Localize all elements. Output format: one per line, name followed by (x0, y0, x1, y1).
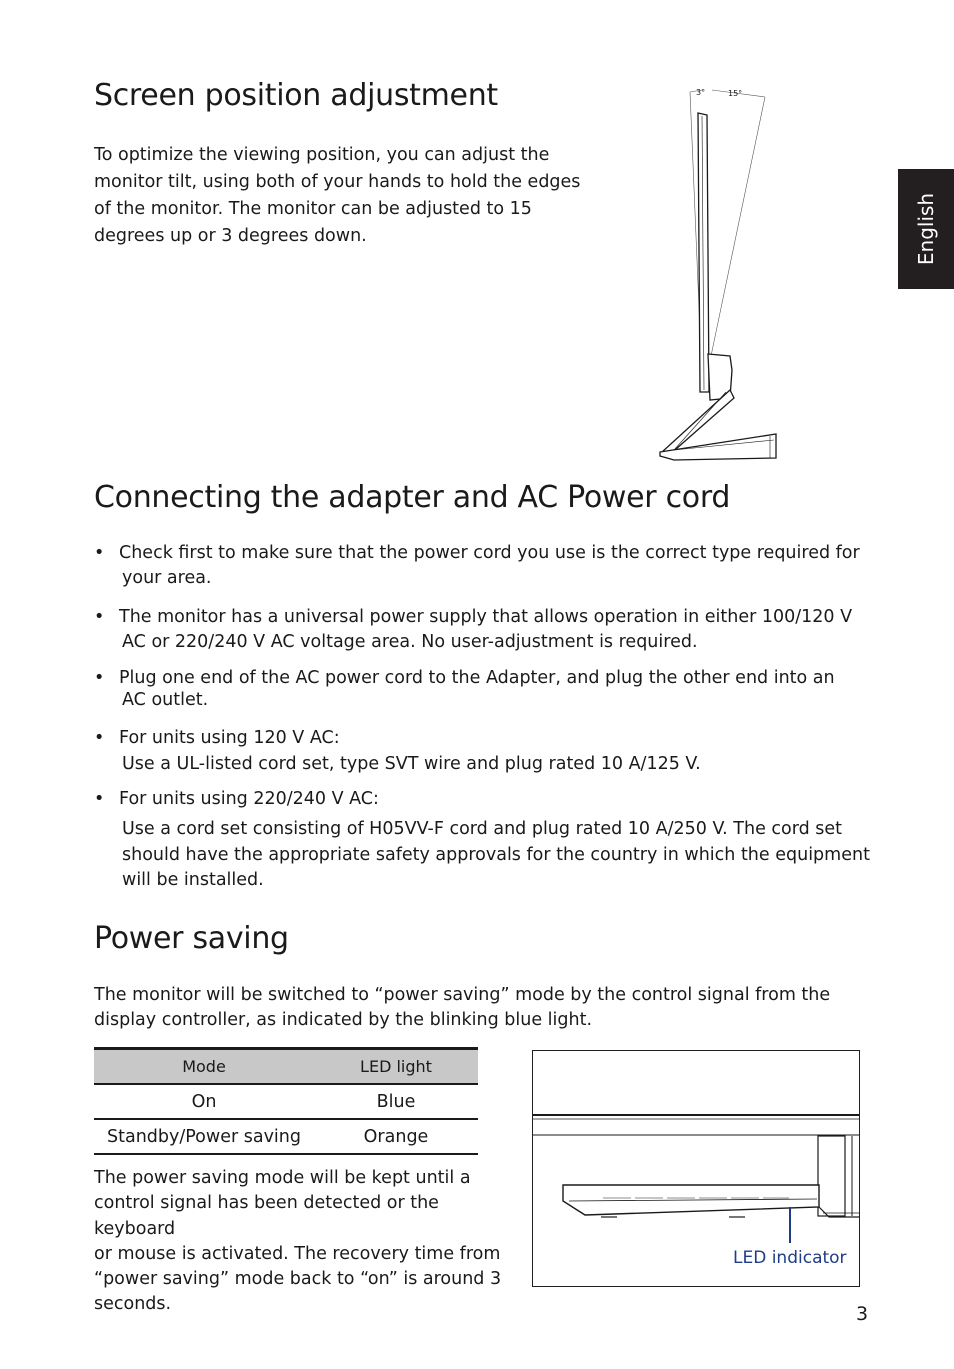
section-title-power-saving: Power saving (94, 921, 289, 956)
bullet-item: • Check first to make sure that the power cord you use is the correct type required for your area. (94, 543, 860, 588)
bullet-dot: • (94, 728, 105, 748)
table-cell-mode: On (94, 1084, 314, 1119)
led-indicator-label: LED indicator (733, 1248, 847, 1268)
bullet-item: • For units using 120 V AC: Use a UL-listed cord set, type SVT wire and plug rated 10 A/125 V. (94, 725, 864, 777)
table-header-led: LED light (314, 1049, 478, 1085)
bullet-dot: • (94, 789, 105, 809)
bullet-item: • Plug one end of the AC power cord to the Adapter, and plug the other end into an AC outlet. (94, 668, 835, 710)
paragraph-line: monitor tilt, using both of your hands to hold the edges (94, 172, 581, 192)
tilt-up-guide-line (706, 97, 765, 380)
table-cell-led: Blue (314, 1084, 478, 1119)
power-mode-table (94, 1047, 478, 1155)
cord-set-detail: Use a cord set consisting of H05VV-F cord and plug rated 10 A/250 V. The cord set should have the appropriate safety approvals for the country in which the equipment will be installed. (122, 819, 870, 890)
table-row (94, 1119, 478, 1154)
section-title-adapter: Connecting the adapter and AC Power cord (94, 480, 731, 515)
table-header-row (94, 1049, 478, 1085)
page-number: 3 (856, 1303, 869, 1325)
angle-down-label: 3° (696, 88, 706, 97)
language-tab (898, 169, 954, 289)
paragraph-line: of the monitor. The monitor can be adjusted to 15 (94, 199, 532, 219)
stand-column (818, 1136, 845, 1216)
table-row (94, 1084, 478, 1119)
bullet-dot: • (94, 543, 105, 563)
bullet-dot: • (94, 668, 105, 688)
paragraph-line: degrees up or 3 degrees down. (94, 226, 367, 246)
language-tab-label: English (914, 192, 938, 266)
power-saving-intro: The monitor will be switched to “power saving” mode by the control signal from the display controller, as indicated by the blinking blue light. (94, 985, 831, 1030)
monitor-tilt-figure (650, 80, 790, 470)
bullet-item: • The monitor has a universal power supply that allows operation in either 100/120 V AC or 220/240 V AC voltage area. No user-adjustment is required. (94, 607, 853, 652)
bullet-dot: • (94, 607, 105, 627)
table-cell-led: Orange (314, 1119, 478, 1154)
section-title-screen-position: Screen position adjustment (94, 78, 498, 113)
table-cell-mode: Standby/Power saving (94, 1119, 314, 1154)
table-header-mode: Mode (94, 1049, 314, 1085)
angle-up-label: 15° (728, 89, 743, 98)
paragraph-line: To optimize the viewing position, you can adjust the (94, 145, 550, 165)
power-saving-note: The power saving mode will be kept until a control signal has been detected or the keyboard or mouse is activated. The recovery time from “power saving” mode back to “on” is around 3 seconds. (94, 1168, 502, 1315)
screen-position-paragraph (94, 142, 614, 250)
bullet-item: • For units using 220/240 V AC: (94, 787, 864, 812)
